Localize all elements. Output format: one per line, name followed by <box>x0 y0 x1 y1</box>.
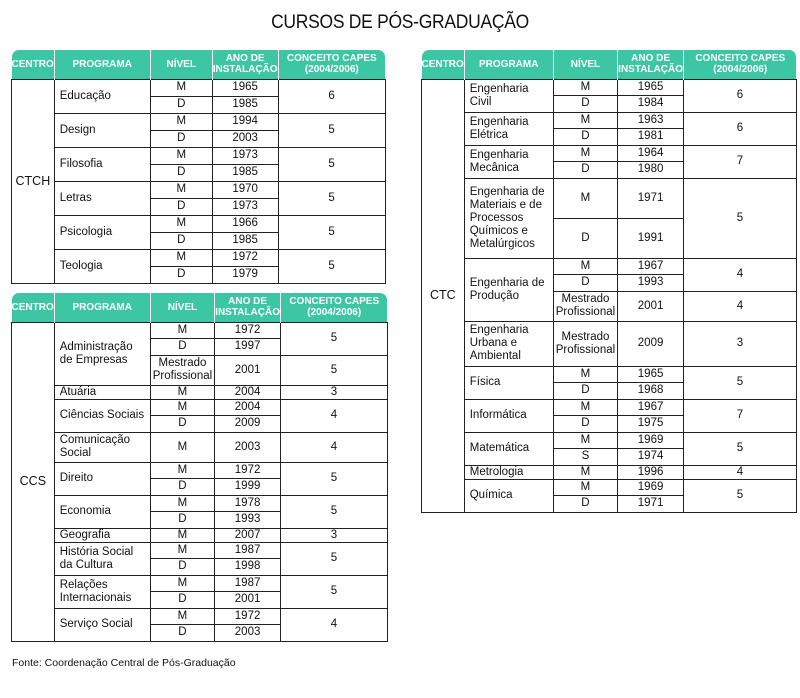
level-cell: D <box>150 558 214 575</box>
program-name: Engenharia de Produção <box>464 258 553 321</box>
year-cell: 1980 <box>618 161 684 178</box>
capes-cell: 5 <box>280 355 387 385</box>
level-cell: D <box>150 266 212 283</box>
program-name: Filosofia <box>54 147 150 181</box>
level-cell: D <box>150 198 212 215</box>
year-cell: 1998 <box>215 558 281 575</box>
level-cell: M <box>150 215 212 232</box>
year-cell: 1967 <box>618 399 684 415</box>
capes-cell: 5 <box>278 147 385 181</box>
level-cell: M <box>150 147 212 164</box>
year-cell: 1965 <box>618 366 684 382</box>
capes-cell: 4 <box>280 399 387 432</box>
level-cell: M <box>553 399 617 415</box>
year-cell: 1965 <box>618 79 684 95</box>
program-name: Engenharia Civil <box>464 79 553 112</box>
table-row <box>422 321 797 366</box>
year-cell: 2003 <box>215 432 281 462</box>
level-cell: M <box>553 79 617 95</box>
capes-cell: 7 <box>683 399 796 432</box>
header-nivel: NÍVEL <box>150 293 214 322</box>
capes-cell: 5 <box>683 432 796 465</box>
program-name: Engenharia Elétrica <box>464 112 553 145</box>
year-cell: 1979 <box>212 266 278 283</box>
program-name: Comunicação Social <box>54 432 150 462</box>
level-cell: M <box>553 145 617 161</box>
centro-label: CCS <box>12 322 55 641</box>
table-row <box>12 608 388 624</box>
capes-cell: 5 <box>683 178 796 258</box>
program-name: Geografia <box>54 528 150 542</box>
table-row <box>422 432 797 448</box>
level-cell: D <box>150 415 214 432</box>
program-name: Relações Internacionais <box>54 575 150 608</box>
program-name: Design <box>54 113 150 147</box>
table-row <box>12 249 386 266</box>
table-row <box>422 366 797 382</box>
level-cell: D <box>553 382 617 399</box>
table-row <box>422 399 797 415</box>
year-cell: 2001 <box>215 591 281 608</box>
capes-cell: 5 <box>280 495 387 528</box>
year-cell: 1972 <box>215 462 281 478</box>
level-cell: M <box>150 528 214 542</box>
level-cell: M <box>150 399 214 415</box>
level-cell: M <box>150 249 212 266</box>
table-row <box>422 79 797 95</box>
capes-cell: 4 <box>280 608 387 641</box>
table-row <box>12 432 388 462</box>
level-cell: S <box>553 448 617 465</box>
program-name: Química <box>464 479 553 512</box>
table-row <box>12 181 386 198</box>
year-cell: 1972 <box>212 249 278 266</box>
level-cell: M <box>150 608 214 624</box>
level-cell: D <box>150 96 212 113</box>
level-cell: M <box>150 79 212 96</box>
year-cell: 1969 <box>618 479 684 495</box>
year-cell: 1996 <box>618 465 684 479</box>
program-name: Direito <box>54 462 150 495</box>
level-cell: D <box>150 164 212 181</box>
level-cell: M <box>150 322 214 338</box>
capes-cell: 5 <box>280 322 387 355</box>
table-row <box>12 575 388 591</box>
table-row <box>12 462 388 478</box>
program-name: Atuária <box>54 385 150 399</box>
year-cell: 1997 <box>215 338 281 355</box>
year-cell: 1968 <box>618 382 684 399</box>
year-cell: 2001 <box>215 355 281 385</box>
table-row <box>422 465 797 479</box>
capes-cell: 3 <box>280 528 387 542</box>
header-nivel: NÍVEL <box>553 50 617 79</box>
header-capes: CONCEITO CAPES (2004/2006) <box>683 50 796 79</box>
table-row <box>422 258 797 274</box>
header-programa: PROGRAMA <box>464 50 553 79</box>
program-name: Metrologia <box>464 465 553 479</box>
capes-cell: 5 <box>683 479 796 512</box>
program-name: Engenharia de Materiais e de Processos Químicos e Metalúrgicos <box>464 178 553 258</box>
year-cell: 1991 <box>618 218 684 258</box>
table-row <box>422 112 797 128</box>
level-cell: Mestrado Profissional <box>150 355 214 385</box>
level-cell: D <box>553 161 617 178</box>
program-name: Engenharia Urbana e Ambiental <box>464 321 553 366</box>
capes-cell: 3 <box>683 321 796 366</box>
level-cell: D <box>553 95 617 112</box>
level-cell: M <box>150 385 214 399</box>
level-cell: M <box>553 465 617 479</box>
table-row <box>12 385 388 399</box>
capes-cell: 5 <box>280 575 387 608</box>
capes-cell: 6 <box>278 79 385 113</box>
year-cell: 2004 <box>215 399 281 415</box>
level-cell: M <box>150 113 212 130</box>
year-cell: 1966 <box>212 215 278 232</box>
year-cell: 1973 <box>212 147 278 164</box>
program-name: História Social da Cultura <box>54 542 150 575</box>
level-cell: M <box>150 575 214 591</box>
year-cell: 2001 <box>618 291 684 321</box>
header-centro: CENTRO <box>12 50 55 79</box>
capes-cell: 5 <box>280 542 387 575</box>
header-programa: PROGRAMA <box>54 50 150 79</box>
header-ano: ANO DE INSTALAÇÃO <box>212 50 278 79</box>
year-cell: 1981 <box>618 128 684 145</box>
capes-cell: 5 <box>278 249 385 283</box>
program-name: Matemática <box>464 432 553 465</box>
level-cell: D <box>553 218 617 258</box>
level-cell: M <box>553 258 617 274</box>
year-cell: 1972 <box>215 608 281 624</box>
program-name: Economia <box>54 495 150 528</box>
program-name: Psicologia <box>54 215 150 249</box>
year-cell: 2004 <box>215 385 281 399</box>
level-cell: M <box>150 462 214 478</box>
table-row <box>12 322 388 338</box>
page-title: CURSOS DE PÓS-GRADUAÇÃO <box>271 12 529 33</box>
table-row <box>422 178 797 218</box>
capes-cell: 4 <box>683 291 796 321</box>
program-name: Letras <box>54 181 150 215</box>
program-name: Teologia <box>54 249 150 283</box>
year-cell: 1993 <box>618 274 684 291</box>
capes-cell: 6 <box>683 112 796 145</box>
year-cell: 1975 <box>618 415 684 432</box>
level-cell: D <box>553 495 617 512</box>
header-centro: CENTRO <box>422 50 465 79</box>
source-footnote: Fonte: Coordenação Central de Pós-Graduação <box>12 657 236 669</box>
program-name: Física <box>464 366 553 399</box>
year-cell: 2009 <box>618 321 684 366</box>
capes-cell: 7 <box>683 145 796 178</box>
table-row <box>12 113 386 130</box>
table-row <box>12 542 388 558</box>
table-row <box>12 147 386 164</box>
program-name: Ciências Sociais <box>54 399 150 432</box>
level-cell: M <box>553 432 617 448</box>
header-capes: CONCEITO CAPES (2004/2006) <box>280 293 387 322</box>
capes-cell: 5 <box>278 215 385 249</box>
year-cell: 1999 <box>215 478 281 495</box>
header-centro: CENTRO <box>12 293 55 322</box>
year-cell: 1984 <box>618 95 684 112</box>
table-row <box>422 145 797 161</box>
level-cell: D <box>150 478 214 495</box>
capes-cell: 6 <box>683 79 796 112</box>
year-cell: 1970 <box>212 181 278 198</box>
level-cell: D <box>553 274 617 291</box>
header-capes: CONCEITO CAPES (2004/2006) <box>278 50 385 79</box>
header-ano: ANO DE INSTALAÇÃO <box>618 50 684 79</box>
year-cell: 1987 <box>215 542 281 558</box>
program-name: Administração de Empresas <box>54 322 150 385</box>
table-row <box>12 495 388 511</box>
year-cell: 1971 <box>618 178 684 218</box>
level-cell: D <box>150 511 214 528</box>
year-cell: 2009 <box>215 415 281 432</box>
program-name: Engenharia Mecânica <box>464 145 553 178</box>
program-name: Serviço Social <box>54 608 150 641</box>
year-cell: 1993 <box>215 511 281 528</box>
year-cell: 1987 <box>215 575 281 591</box>
capes-cell: 5 <box>683 366 796 399</box>
level-cell: D <box>150 338 214 355</box>
level-cell: D <box>150 232 212 249</box>
level-cell: M <box>150 181 212 198</box>
table-row <box>422 479 797 495</box>
capes-cell: 5 <box>278 181 385 215</box>
table-row <box>12 399 388 415</box>
table-row <box>12 528 388 542</box>
year-cell: 1973 <box>212 198 278 215</box>
header-ano: ANO DE INSTALAÇÃO <box>215 293 281 322</box>
capes-cell: 3 <box>280 385 387 399</box>
level-cell: M <box>553 479 617 495</box>
centro-label: CTCH <box>12 79 55 283</box>
year-cell: 1971 <box>618 495 684 512</box>
table-row <box>12 215 386 232</box>
year-cell: 1972 <box>215 322 281 338</box>
year-cell: 1985 <box>212 232 278 249</box>
level-cell: M <box>553 178 617 218</box>
level-cell: M <box>553 366 617 382</box>
level-cell: Mestrado Profissional <box>553 291 617 321</box>
level-cell: M <box>150 542 214 558</box>
level-cell: D <box>150 591 214 608</box>
level-cell: M <box>553 112 617 128</box>
level-cell: Mestrado Profissional <box>553 321 617 366</box>
level-cell: M <box>150 432 214 462</box>
program-name: Educação <box>54 79 150 113</box>
year-cell: 1974 <box>618 448 684 465</box>
header-nivel: NÍVEL <box>150 50 212 79</box>
year-cell: 1965 <box>212 79 278 96</box>
header-programa: PROGRAMA <box>54 293 150 322</box>
table-row <box>12 79 386 96</box>
capes-cell: 4 <box>280 432 387 462</box>
year-cell: 2007 <box>215 528 281 542</box>
year-cell: 1969 <box>618 432 684 448</box>
level-cell: D <box>150 624 214 641</box>
year-cell: 1967 <box>618 258 684 274</box>
capes-cell: 4 <box>683 258 796 291</box>
capes-cell: 5 <box>278 113 385 147</box>
level-cell: D <box>553 415 617 432</box>
ctch-table <box>11 50 386 284</box>
level-cell: M <box>150 495 214 511</box>
year-cell: 1978 <box>215 495 281 511</box>
level-cell: D <box>150 130 212 147</box>
year-cell: 2003 <box>212 130 278 147</box>
year-cell: 1985 <box>212 164 278 181</box>
year-cell: 1963 <box>618 112 684 128</box>
capes-cell: 5 <box>280 462 387 495</box>
year-cell: 1985 <box>212 96 278 113</box>
year-cell: 2003 <box>215 624 281 641</box>
program-name: Informática <box>464 399 553 432</box>
centro-label: CTC <box>422 79 465 512</box>
ctc-table <box>421 50 797 513</box>
ccs-table <box>11 293 388 642</box>
year-cell: 1994 <box>212 113 278 130</box>
year-cell: 1964 <box>618 145 684 161</box>
level-cell: D <box>553 128 617 145</box>
capes-cell: 4 <box>683 465 796 479</box>
